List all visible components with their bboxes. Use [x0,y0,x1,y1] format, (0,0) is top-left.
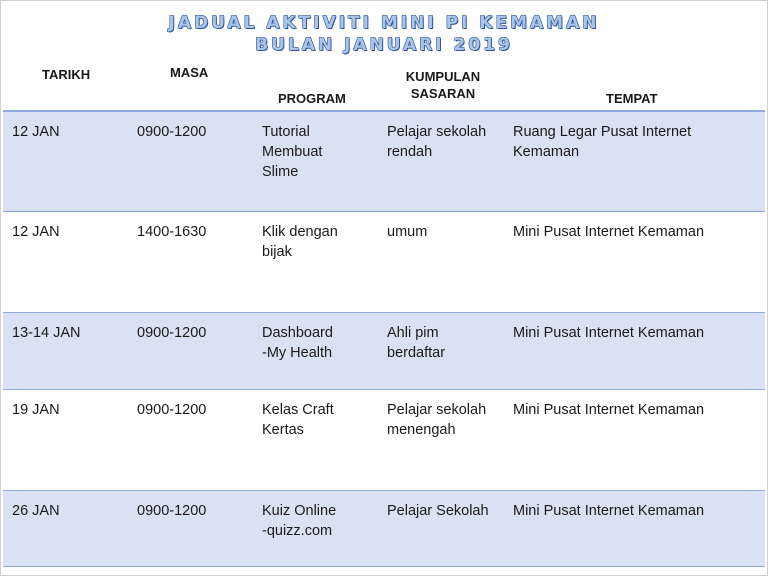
target-line: Pelajar sekolah [387,124,487,140]
target-line: umum [387,224,428,240]
cell-program [262,222,377,262]
header-kumpulan-line2: SASARAN [410,86,476,101]
table-row [3,212,765,313]
cell-time: 0900-1200 [137,124,207,140]
schedule-title [0,12,768,56]
cell-target [387,501,505,521]
program-line: -My Health [262,345,333,361]
place-line: Mini Pusat Internet Kemaman [513,224,705,240]
header-tempat: TEMPAT [606,91,658,106]
header-masa: MASA [170,65,209,80]
place-line: Kemaman [513,144,580,160]
program-line: bijak [262,244,292,260]
cell-place [513,501,758,521]
cell-place [513,323,758,343]
program-line: Tutorial [262,124,310,140]
place-line: Mini Pusat Internet Kemaman [513,503,705,519]
header-kumpulan-sasaran [400,68,486,102]
target-line: berdaftar [387,345,446,361]
target-line: Pelajar Sekolah [387,503,489,519]
cell-time: 1400-1630 [137,224,207,240]
header-tarikh: TARIKH [42,67,91,82]
target-line: Pelajar sekolah [387,402,487,418]
place-line: Mini Pusat Internet Kemaman [513,325,705,341]
cell-program [262,501,377,541]
cell-target [387,323,505,363]
cell-time: 0900-1200 [137,325,207,341]
target-line: rendah [387,144,433,160]
cell-place [513,122,758,162]
program-line: -quizz.com [262,523,333,539]
header-program: PROGRAM [278,91,346,106]
cell-date: 12 JAN [12,224,60,240]
cell-target [387,222,505,242]
cell-time: 0900-1200 [137,503,207,519]
cell-time: 0900-1200 [137,402,207,418]
table-header [0,62,768,110]
program-line: Kuiz Online [262,503,337,519]
schedule-table [3,110,765,567]
target-line: Ahli pim [387,325,439,341]
program-line: Membuat [262,144,323,160]
cell-place [513,400,758,420]
cell-date: 12 JAN [12,124,60,140]
cell-program [262,400,377,440]
place-line: Mini Pusat Internet Kemaman [513,402,705,418]
cell-program [262,122,377,182]
program-line: Klik dengan [262,224,338,240]
table-row [3,313,765,390]
table-row [3,390,765,491]
cell-target [387,122,505,162]
cell-place [513,222,758,242]
program-line: Slime [262,164,299,180]
title-line-1: JADUAL AKTIVITI MINI PI KEMAMAN [168,13,600,33]
cell-date: 26 JAN [12,503,60,519]
cell-date: 13-14 JAN [12,325,81,341]
program-line: Kelas Craft [262,402,334,418]
cell-target [387,400,505,440]
program-line: Dashboard [262,325,333,341]
cell-program [262,323,377,363]
table-row [3,491,765,567]
table-row [3,112,765,212]
header-kumpulan-line1: KUMPULAN [405,69,481,84]
target-line: menengah [387,422,456,438]
cell-date: 19 JAN [12,402,60,418]
place-line: Ruang Legar Pusat Internet [513,124,692,140]
program-line: Kertas [262,422,304,438]
title-line-2: BULAN JANUARI 2019 [255,35,513,55]
